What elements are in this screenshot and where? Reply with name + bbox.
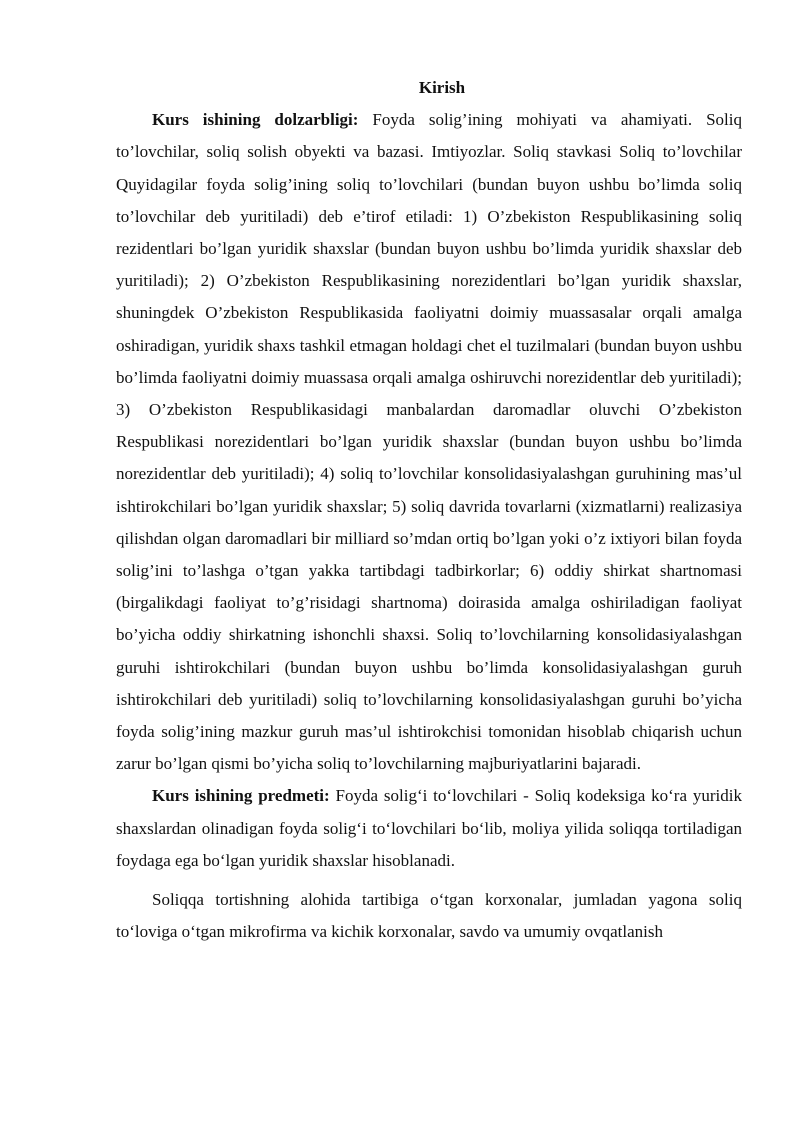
section-title: Kirish — [418, 78, 466, 97]
paragraph-lead: Kurs ishining predmeti: — [152, 786, 330, 806]
paragraph-special-regime — [116, 884, 742, 948]
paragraph-subject — [116, 780, 742, 877]
document-body — [116, 72, 742, 948]
paragraph-text: Soliqqa tortishning alohida tartibiga o‘tgan korxonalar, jumladan yagona soliq to‘loviga o‘tgan mikrofirma va kichik korxonalar, savdo va umumiy ovqatlanish — [116, 890, 742, 942]
paragraph-text: Foyda solig’ining mohiyati va ahamiyati. Soliq to’lovchilar, soliq solish obyekti va bazasi. Imtiyozlar. Soliq stavkasi Soliq to’lovchilar Quyidagilar foyda solig’ining soliq to’lovchilari (bundan buyon ushbu bo’limda soliq to’lovchilar deb yuritiladi) deb e’tirof etiladi: 1) O’zbekiston Respublikasining soliq rezidentlari bo’lgan yuridik shaxslar (bundan buyon ushbu bo’limda yuridik shaxslar deb yuritiladi); 2) O’zbekiston Respublikasining norezidentlari bo’lgan yuridik shaxslar, shuningdek O’zbekiston Respublikasida faoliyatni doimiy muassasalar orqali amalga oshiradigan, yuridik shaxs tashkil etmagan holdagi chet el tuzilmalari (bundan buyon ushbu bo’limda faoliyatni doimiy muassasa orqali amalga oshiruvchi norezidentlar deb yuritiladi); 3) O’zbekiston Respublikasidagi manbalardan daromadlar oluvchi O’zbekiston Respublikasi norezidentlari bo’lgan yuridik shaxslar (bundan buyon ushbu bo’limda norezidentlar deb yuritiladi); 4) soliq to’lovchilar konsolidasiyalashgan guruhining mas’ul ishtirokchilari bo’lgan yuridik shaxslar; 5) soliq davrida tovarlarni (xizmatlarni) realizasiya qilishdan olgan daromadlari bir milliard so’mdan ortiq bo’lgan yoki o’z ixtiyori bilan foyda solig’ini to’lashga o’tgan yakka tartibdagi tadbirkorlar; 6) oddiy shirkat shartnomasi (birgalikdagi faoliyat to’g’risidagi shartnoma) doirasida amalga oshiriladigan faoliyat bo’yicha oddiy shirkatning ishonchli shaxsi. Soliq to’lovchilarning konsolidasiyalashgan guruhi ishtirokchilari (bundan buyon ushbu bo’limda konsolidasiyalashgan guruh ishtirokchilari deb yuritiladi) soliq to’lovchilarning konsolidasiyalashgan guruhi bo’yicha foyda solig’ining mazkur guruh mas’ul ishtirokchisi tomonidan hisoblab chiqarish uchun zarur bo’lgan qismi bo’yicha soliq to’lovchilarning majburiyatlarini bajaradi. — [116, 110, 742, 774]
paragraph-text: Foyda solig‘i to‘lovchilari - Soliq kodeksiga ko‘ra yuridik shaxslardan olinadigan foyda solig‘i to‘lovchilari bo‘lib, moliya yilida soliqqa tortiladigan foydaga ega bo‘lgan yuridik shaxslar hisoblanadi. — [116, 786, 742, 870]
paragraph-relevance — [116, 104, 742, 780]
paragraph-lead: Kurs ishining dolzarbligi: — [152, 110, 359, 130]
